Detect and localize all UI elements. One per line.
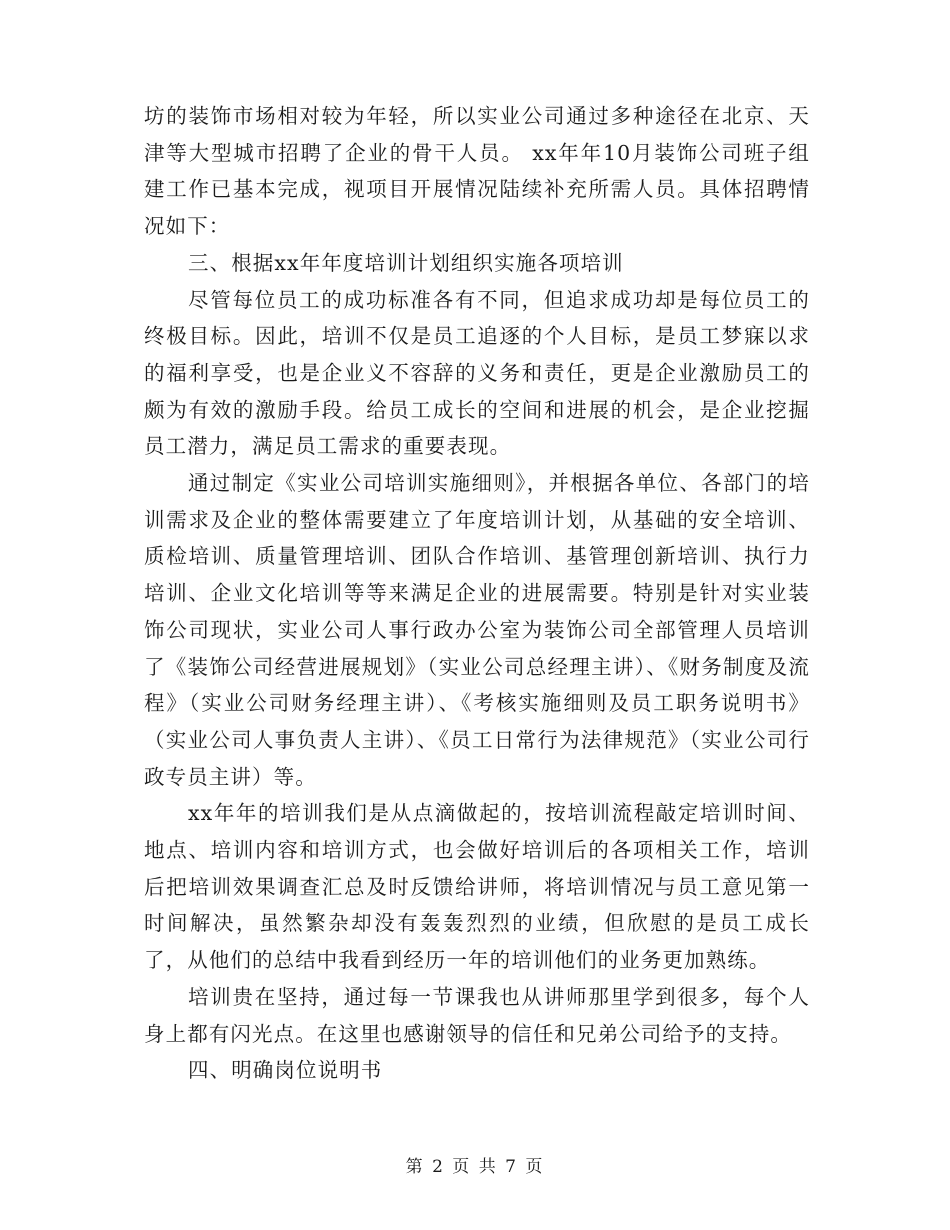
paragraph-training-persistence: 培训贵在坚持，通过每一节课我也从讲师那里学到很多，每个人身上都有闪光点。在这里也感谢领导的信任和兄弟公司给予的支持。 bbox=[144, 984, 810, 1046]
paragraph-recruitment-continued: 坊的装饰市场相对较为年轻，所以实业公司通过多种途径在北京、天津等大型城市招聘了企业的骨干人员。 xx年年10月装饰公司班子组建工作已基本完成，视项目开展情况陆续补充所需人员。具体招聘情况如下： bbox=[144, 104, 810, 239]
paragraph-training-plan: 通过制定《实业公司培训实施细则》，并根据各单位、各部门的培训需求及企业的整体需要建立了年度培训计划，从基础的安全培训、质检培训、质量管理培训、团队合作培训、基管理创新培训、执行力培训、企业文化培训等等来满足企业的进展需要。特别是针对实业装饰公司现状，实业公司人事行政办公室为装饰公司全部管理人员培训了《装饰公司经营进展规划》（实业公司总经理主讲）、《财务制度及流程》（实业公司财务经理主讲）、《考核实施细则及员工职务说明书》（实业公司人事负责人主讲）、《员工日常行为法律规范》（实业公司行政专员主讲）等。 bbox=[144, 471, 810, 789]
page-number-footer: 第 2 页 共 7 页 bbox=[405, 1157, 545, 1177]
paragraph-training-goal: 尽管每位员工的成功标准各有不同，但追求成功却是每位员工的终极目标。因此，培训不仅是员工追逐的个人目标，是员工梦寐以求的福利享受，也是企业义不容辞的义务和责任，更是企业激励员工的颇为有效的激励手段。给员工成长的空间和进展的机会，是企业挖掘员工潜力，满足员工需求的重要表现。 bbox=[144, 287, 810, 459]
section-heading-training: 三、根据xx年年度培训计划组织实施各项培训 bbox=[188, 250, 624, 275]
section-heading-job-description: 四、明确岗位说明书 bbox=[188, 1058, 383, 1083]
document-body bbox=[144, 98, 810, 1089]
paragraph-training-process: xx年年的培训我们是从点滴做起的，按培训流程敲定培训时间、地点、培训内容和培训方式，也会做好培训后的各项相关工作，培训后把培训效果调查汇总及时反馈给讲师，将培训情况与员工意见第一时间解决，虽然繁杂却没有轰轰烈烈的业绩，但欣慰的是员工成长了，从他们的总结中我看到经历一年的培训他们的业务更加熟练。 bbox=[144, 801, 810, 973]
